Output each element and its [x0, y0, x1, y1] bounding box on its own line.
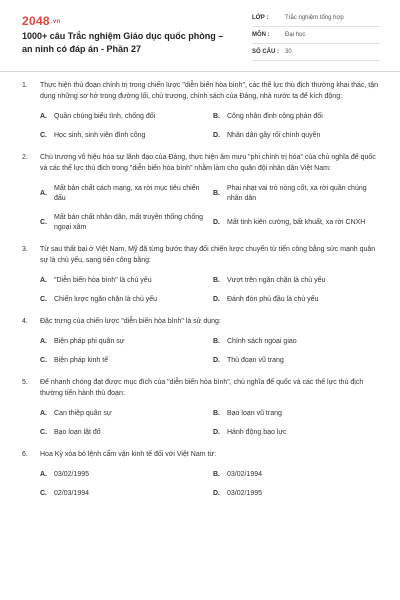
option-text: Mất tinh kiên cường, bất khuất, xa rời CNXH — [227, 219, 366, 226]
option-text: Bạo loạn lật đổ — [54, 429, 101, 436]
meta-row-class — [252, 10, 380, 27]
answer-option-c[interactable] — [40, 295, 205, 305]
question-item — [0, 244, 400, 305]
option-letter: C. — [40, 429, 47, 436]
question-text: Để nhanh chóng đạt được mục đích của "diễn biến hòa bình", chủ nghĩa đế quốc và các thế lực thù địch thường tiến hành thủ đoạn: — [40, 379, 364, 397]
answer-option-d[interactable] — [213, 131, 378, 141]
option-letter: A. — [40, 277, 47, 284]
logo-main: 2048 — [22, 14, 50, 28]
answer-option-b[interactable] — [213, 337, 378, 347]
logo-tld: .vn — [50, 18, 61, 25]
answer-option-c[interactable] — [40, 428, 205, 438]
meta-row-count — [252, 44, 380, 61]
answer-option-b[interactable] — [213, 184, 378, 204]
answer-option-d[interactable] — [213, 213, 378, 233]
option-text: 02/03/1994 — [54, 490, 90, 497]
answer-option-b[interactable] — [213, 112, 378, 122]
answer-option-b[interactable] — [213, 470, 378, 480]
answer-option-b[interactable] — [213, 409, 378, 419]
meta-label: LỚP : — [252, 15, 269, 21]
question-number: 1. — [22, 82, 28, 89]
question-text: Chủ trương vô hiệu hóa sự lãnh đạo của Đảng, thực hiện âm mưu "phi chính trị hóa" của chủ nghĩa đế quốc và các thế lực thù địch trong "diễn biến hòa bình" nhằm làm cho quân đội nhân dân Việt Nam: — [40, 154, 376, 172]
meta-label: MÔN : — [252, 32, 270, 38]
question-text: Từ sau thất bại ở Việt Nam, Mỹ đã từng bước thay đổi chiến lược chuyển từ tiến công bằng sức mạnh quân sự là chủ yếu, sang tiến công bằng: — [40, 246, 376, 264]
meta-label: SỐ CÂU : — [252, 49, 279, 55]
option-text: Chính sách ngoại giao — [227, 338, 297, 345]
question-list — [0, 80, 400, 510]
option-letter: B. — [213, 338, 220, 345]
option-letter: D. — [213, 219, 220, 226]
question-item — [0, 80, 400, 141]
option-text: Chiến lược ngăn chặn là chủ yếu — [54, 296, 158, 303]
question-number: 2. — [22, 154, 28, 161]
option-text: Bạo loạn vũ trang — [227, 410, 282, 417]
answer-option-c[interactable] — [40, 131, 205, 141]
answer-option-d[interactable] — [213, 489, 378, 499]
answer-option-c[interactable] — [40, 489, 205, 499]
answer-options — [22, 337, 378, 366]
document-title: 1000+ câu Trắc nghiệm Giáo dục quốc phòng – an ninh có đáp án - Phần 27 — [22, 31, 224, 54]
option-text: Công nhân đình công phản đối — [227, 113, 323, 120]
option-letter: B. — [213, 190, 220, 197]
answer-option-a[interactable] — [40, 112, 205, 122]
option-text: 03/02/1995 — [227, 490, 263, 497]
option-letter: A. — [40, 410, 47, 417]
option-letter: D. — [213, 296, 220, 303]
answer-options — [22, 409, 378, 438]
option-text: Mất bản chất cách mạng, xa rời mục tiêu chiến đấu — [54, 185, 200, 202]
answer-option-d[interactable] — [213, 356, 378, 366]
option-text: Biện pháp phi quân sự — [54, 338, 125, 345]
option-letter: A. — [40, 338, 47, 345]
option-text: 03/02/1995 — [54, 471, 90, 478]
option-letter: C. — [40, 357, 47, 364]
question-number: 5. — [22, 379, 28, 386]
option-letter: C. — [40, 490, 47, 497]
answer-option-c[interactable] — [40, 213, 205, 233]
answer-options — [22, 470, 378, 499]
option-text: Quần chúng biểu tình, chống đối — [54, 113, 156, 120]
question-item — [0, 316, 400, 366]
option-letter: D. — [213, 357, 220, 364]
answer-option-d[interactable] — [213, 428, 378, 438]
option-letter: C. — [40, 296, 47, 303]
question-number: 4. — [22, 318, 28, 325]
option-letter: A. — [40, 113, 47, 120]
option-letter: B. — [213, 410, 220, 417]
option-letter: B. — [213, 471, 220, 478]
question-text: Đặc trưng của chiến lược "diễn biến hòa bình" là sử dụng: — [40, 318, 221, 325]
answer-options — [22, 184, 378, 233]
question-number: 3. — [22, 246, 28, 253]
answer-option-a[interactable] — [40, 470, 205, 480]
option-text: 03/02/1994 — [227, 471, 263, 478]
question-number: 6. — [22, 451, 28, 458]
option-text: Đánh đòn phủ đầu là chủ yếu — [227, 296, 319, 303]
answer-options — [22, 112, 378, 141]
site-logo[interactable] — [22, 14, 60, 28]
option-letter: A. — [40, 190, 47, 197]
option-letter: D. — [213, 490, 220, 497]
document-header — [0, 0, 400, 72]
option-text: Biện pháp kinh tế — [54, 357, 109, 364]
option-text: Học sinh, sinh viên đình công — [54, 132, 146, 139]
question-text: Thực hiện thủ đoạn chính trị trong chiến lược "diễn biến hòa bình", các thế lực thù địch thường khai thác, tận dụng những sơ hở trong đường lối, chủ trương, chính sách của Đảng, nhà nước ta để kích động: — [40, 82, 378, 100]
option-letter: A. — [40, 471, 47, 478]
answer-option-b[interactable] — [213, 276, 378, 286]
option-letter: B. — [213, 113, 220, 120]
option-text: Can thiệp quân sự — [54, 410, 112, 417]
option-letter: C. — [40, 219, 47, 226]
option-letter: C. — [40, 132, 47, 139]
question-text: Hoa Kỳ xóa bỏ lệnh cấm vận kinh tế đối với Việt Nam từ: — [40, 451, 217, 458]
question-item — [0, 449, 400, 499]
answer-option-a[interactable] — [40, 337, 205, 347]
meta-row-subject — [252, 27, 380, 44]
meta-value: Trắc nghiệm tổng hợp — [285, 15, 344, 21]
option-text: "Diễn biến hòa bình" là chủ yếu — [54, 277, 152, 284]
question-item — [0, 377, 400, 438]
meta-value: 30 — [285, 49, 292, 55]
answer-option-a[interactable] — [40, 184, 205, 204]
option-text: Phai nhạt vai trò nòng cốt, xa rời quần chúng nhân dân — [227, 185, 367, 202]
option-letter: B. — [213, 277, 220, 284]
option-letter: D. — [213, 429, 220, 436]
option-text: Mất bản chất nhân dân, mất truyền thống chống ngoại xâm — [54, 214, 204, 231]
answer-option-a[interactable] — [40, 409, 205, 419]
option-text: Nhân dân gây rối chính quyền — [227, 132, 321, 139]
option-text: Thủ đoạn vũ trang — [227, 357, 284, 364]
question-item — [0, 152, 400, 233]
answer-options — [22, 276, 378, 305]
answer-option-a[interactable] — [40, 276, 205, 286]
answer-option-d[interactable] — [213, 295, 378, 305]
document-meta — [252, 10, 380, 61]
option-text: Hành động bạo lực — [227, 429, 287, 436]
answer-option-c[interactable] — [40, 356, 205, 366]
option-letter: D. — [213, 132, 220, 139]
option-text: Vượt trên ngăn chặn là chủ yếu — [227, 277, 326, 284]
meta-value: Đại học — [285, 32, 306, 38]
